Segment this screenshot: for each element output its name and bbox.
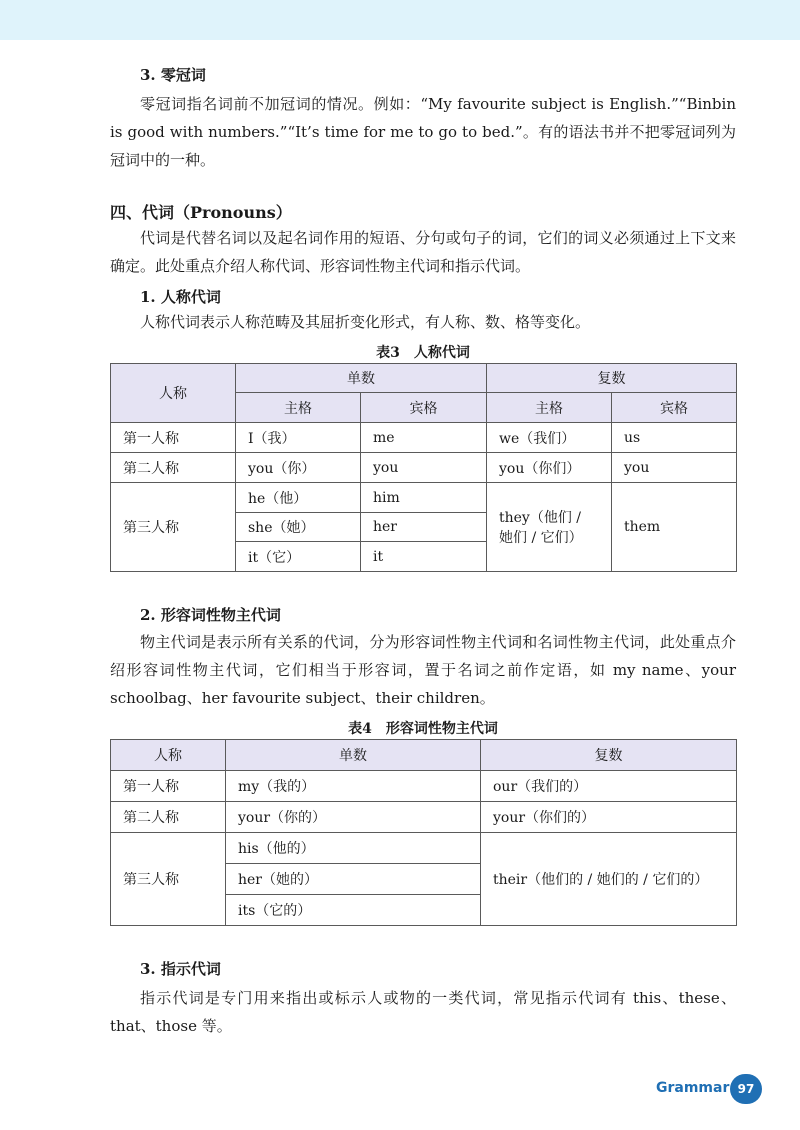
cell-sg-object: her: [361, 513, 487, 542]
cell-singular: its（它的）: [226, 895, 481, 926]
table-row: [111, 423, 737, 453]
table4-caption: 表4 形容词性物主代词: [348, 721, 498, 737]
cell-sg-object: me: [361, 423, 487, 453]
cell-person: 第二人称: [111, 453, 236, 483]
pronouns-intro: 代词是代替名词以及起名词作用的短语、分句或句子的词，它们的词义必须通过上下文来确定。此处重点介绍人称代词、形容词性物主代词和指示代词。: [110, 229, 736, 275]
possessive-table: [110, 739, 737, 926]
zero-article-heading: 3. 零冠词: [140, 66, 206, 84]
th-plural: 复数: [487, 364, 737, 393]
cell-sg-object: him: [361, 483, 487, 513]
zero-article-paragraph: 零冠词指名词前不加冠词的情况。例如：“My favourite subject is English.”“Binbin is good with numbers.”“It’s time for me to go to bed.”。有的语法书并不把零冠词列为冠词中的一种。: [110, 95, 736, 169]
cell-plural: your（你们的）: [481, 802, 737, 833]
cell-sg-subject: he（他）: [236, 483, 361, 513]
th-singular-subject: 主格: [236, 393, 361, 423]
possessive-paragraph: 物主代词是表示所有关系的代词，分为形容词性物主代词和名词性物主代词，此处重点介绍形容词性物主代词，它们相当于形容词，置于名词之前作定语，如 my name、your schoolbag、her favourite subject、their children。: [110, 633, 736, 707]
demonstrative-heading: 3. 指示代词: [140, 960, 221, 978]
cell-pl-subject: [487, 483, 612, 572]
cell-pl-subject: we（我们）: [487, 423, 612, 453]
possessive-heading: 2. 形容词性物主代词: [140, 606, 281, 624]
table-row: [111, 771, 737, 802]
pronouns-heading: 四、代词（Pronouns）: [110, 203, 292, 222]
cell-singular: your（你的）: [226, 802, 481, 833]
cell-plural: our（我们的）: [481, 771, 737, 802]
table-row: [111, 453, 737, 483]
personal-pronoun-heading: 1. 人称代词: [140, 288, 221, 306]
table-row: [111, 483, 737, 513]
cell-person: 第二人称: [111, 802, 226, 833]
cell-sg-subject: I（我）: [236, 423, 361, 453]
th-singular-object: 宾格: [361, 393, 487, 423]
cell-sg-subject: she（她）: [236, 513, 361, 542]
page-number-badge: 97: [730, 1074, 762, 1104]
cell-pl-subject: you（你们）: [487, 453, 612, 483]
cell-pl-object: them: [612, 483, 737, 572]
cell-sg-object: you: [361, 453, 487, 483]
table-row: [111, 802, 737, 833]
demonstrative-paragraph: 指示代词是专门用来指出或标示人或物的一类代词，常见指示代词有 this、these、that、those 等。: [110, 989, 736, 1035]
cell-sg-subject: you（你）: [236, 453, 361, 483]
personal-pronoun-table: [110, 363, 737, 572]
th-plural: 复数: [481, 740, 737, 771]
cell-plural: their（他们的 / 她们的 / 它们的）: [481, 833, 737, 926]
cell-pl-subject-line1: they（他们 /: [499, 510, 582, 526]
th-person: 人称: [111, 740, 226, 771]
th-plural-subject: 主格: [487, 393, 612, 423]
cell-singular: his（他的）: [226, 833, 481, 864]
cell-singular: my（我的）: [226, 771, 481, 802]
th-singular: 单数: [236, 364, 487, 393]
table3-caption: 表3 人称代词: [376, 345, 470, 361]
personal-pronoun-text: 人称代词表示人称范畴及其屈折变化形式，有人称、数、格等变化。: [140, 313, 591, 331]
cell-person: 第三人称: [111, 483, 236, 572]
cell-person: 第三人称: [111, 833, 226, 926]
cell-pl-object: you: [612, 453, 737, 483]
cell-sg-subject: it（它）: [236, 542, 361, 572]
footer-section-label: Grammar: [656, 1080, 730, 1096]
th-plural-object: 宾格: [612, 393, 737, 423]
cell-person: 第一人称: [111, 423, 236, 453]
th-person: 人称: [111, 364, 236, 423]
cell-person: 第一人称: [111, 771, 226, 802]
top-color-band: [0, 0, 800, 40]
table-row: [111, 833, 737, 864]
cell-pl-subject-line2: 她们 / 它们）: [499, 530, 583, 546]
cell-singular: her（她的）: [226, 864, 481, 895]
cell-pl-object: us: [612, 423, 737, 453]
th-singular: 单数: [226, 740, 481, 771]
cell-sg-object: it: [361, 542, 487, 572]
